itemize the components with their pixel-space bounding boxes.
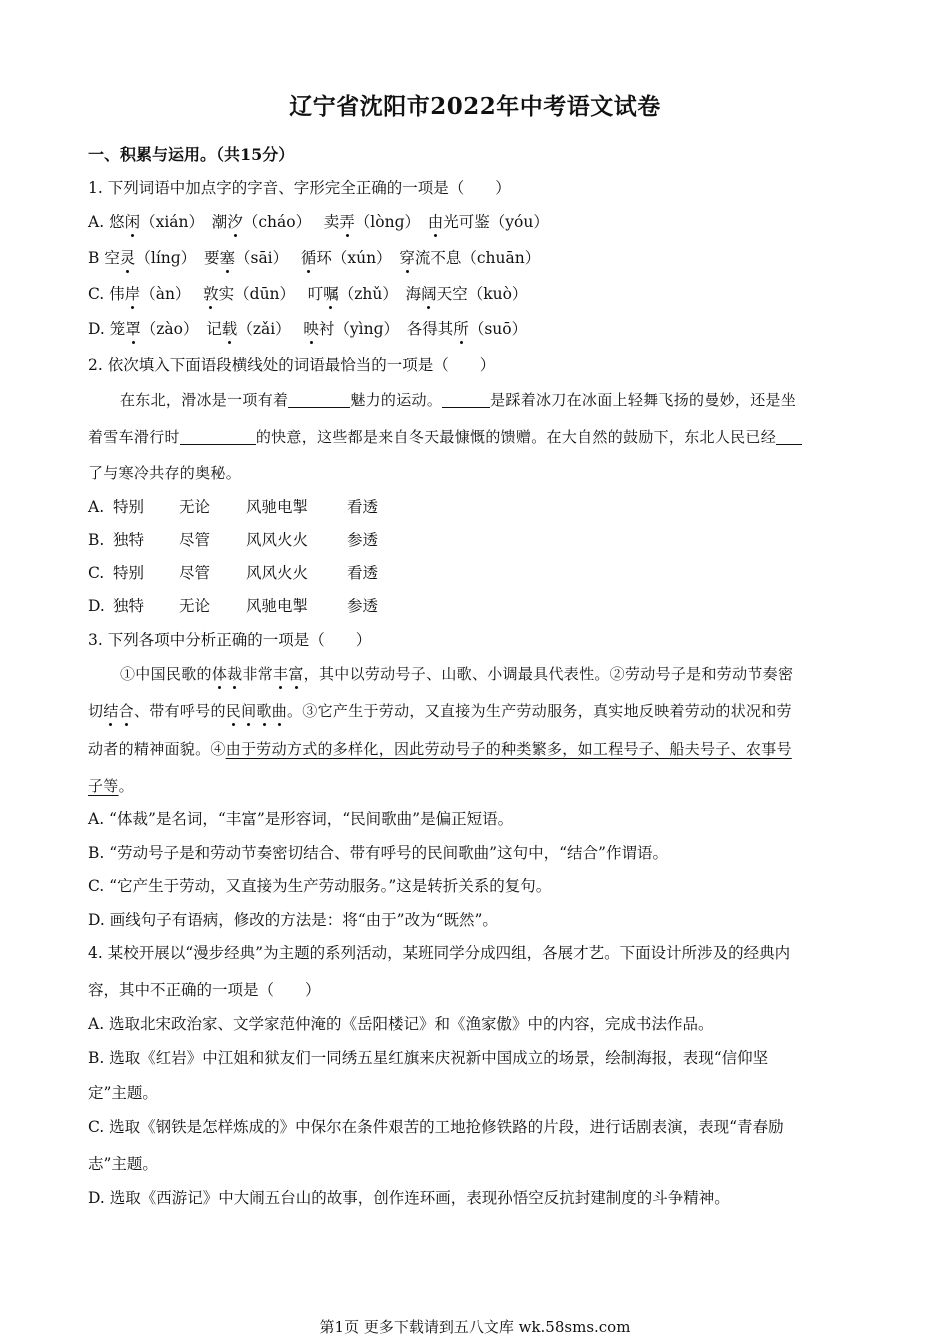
q2-option-c <box>88 563 378 583</box>
text-segment <box>191 320 207 338</box>
q3-passage-line-4 <box>88 776 134 796</box>
text-segment: （zhǔ） <box>338 285 391 303</box>
q3-text: 。 <box>118 777 134 795</box>
text-segment: （cháo） <box>242 213 304 231</box>
q4-option-c-cont: 志”主题。 <box>88 1155 158 1173</box>
text-segment: 天空（kuò） <box>436 285 528 303</box>
dotted-character: 循 <box>300 249 317 267</box>
text-segment: （xián） <box>140 213 197 231</box>
option-word: 特别 <box>113 564 145 582</box>
text-segment: 悠 <box>109 213 125 231</box>
text-segment <box>390 285 406 303</box>
q4-stem: 4. 某校开展以“漫步经典”为主题的系列活动，某班同学分成四组，各展才艺。下面设计所涉及的经典内 <box>88 944 791 962</box>
text-segment <box>280 249 300 267</box>
q2-passage-line-3: 了与寒冷共存的奥秘。 <box>88 464 242 482</box>
dotted-character: 体 <box>211 665 228 683</box>
blank-2 <box>442 391 490 408</box>
q3-stem: 3. 下列各项中分析正确的一项是（ ） <box>88 631 372 649</box>
dotted-character: 富 <box>288 665 304 683</box>
option-word: 风风火火 <box>246 564 309 582</box>
text-segment: 流不息（chuān） <box>414 249 541 267</box>
text-segment: （suō） <box>468 320 528 338</box>
q4-option-c: C. 选取《钢铁是怎样炼成的》中保尔在条件艰苦的工地抢修铁路的片段，进行话剧表演，表现“青春励 <box>88 1118 784 1136</box>
text-segment: 叮 <box>307 285 324 303</box>
text-segment: 实（dūn） <box>218 285 288 303</box>
dotted-character: 载 <box>221 320 238 338</box>
option-word: 无论 <box>179 597 211 615</box>
dotted-character: 由 <box>427 213 444 231</box>
q3-text: 动者的精神面貌。④ <box>88 740 226 758</box>
q3-passage-line-1 <box>120 664 793 684</box>
text-segment: 空 <box>104 249 120 267</box>
dotted-character: 合 <box>118 702 134 720</box>
text-segment <box>196 213 212 231</box>
option-word: 独特 <box>113 531 145 549</box>
text-segment: ，其中以劳动号子、山歌、小调最具代表性。②劳动号子是和劳动节奏密 <box>303 665 794 683</box>
dotted-character: 汐 <box>227 213 243 231</box>
option-word: 风驰电掣 <box>246 597 309 615</box>
q1-option-a <box>88 212 549 232</box>
dotted-character: 丰 <box>273 665 289 683</box>
q3-option-c: C. “它产生于劳动，又直接为生产劳动服务。”这是转折关系的复句。 <box>88 877 552 895</box>
dotted-character: 灵 <box>119 249 136 267</box>
q2-passage-line-1 <box>120 390 796 410</box>
option-letter: A. <box>88 498 105 516</box>
dotted-character: 闲 <box>124 213 141 231</box>
option-word: 无论 <box>179 498 211 516</box>
option-letter: C. <box>88 285 110 303</box>
q2-text: 的快意，这些都是来自冬天最慷慨的馈赠。在大自然的鼓励下，东北人民已经 <box>255 428 777 446</box>
q4-option-b: B. 选取《红岩》中江姐和狱友们一同绣五星红旗来庆祝新中国成立的场景，绘制海报，表现“信仰坚 <box>88 1049 769 1067</box>
dotted-character: 结 <box>103 702 119 720</box>
option-word: 独特 <box>113 597 145 615</box>
dotted-character: 曲 <box>271 702 287 720</box>
dotted-character: 岸 <box>124 285 141 303</box>
option-word: 特别 <box>113 498 145 516</box>
text-segment: 各得其 <box>406 320 454 338</box>
text-segment <box>283 320 303 338</box>
q1-option-d <box>88 319 527 339</box>
underlined-sentence: 子等 <box>88 777 119 795</box>
text-segment: 环（xún） <box>316 249 384 267</box>
text-segment: （zǎi） <box>237 320 283 338</box>
q4-option-d: D. 选取《西游记》中大闹五台山的故事，创作连环画，表现孙悟空反抗封建制度的斗争精神。 <box>88 1189 730 1207</box>
text-segment <box>287 285 307 303</box>
text-segment: 记 <box>206 320 222 338</box>
q2-text: 魅力的运动。 <box>350 391 443 409</box>
dotted-character: 阔 <box>421 285 437 303</box>
option-letter: B. <box>88 531 105 549</box>
option-word: 尽管 <box>179 531 211 549</box>
text-segment: （zào） <box>140 320 191 338</box>
blank-1 <box>288 391 350 408</box>
q1-option-c <box>88 284 527 304</box>
text-segment: 海 <box>405 285 422 303</box>
text-segment <box>412 213 428 231</box>
text-segment: 衬（yìnɡ） <box>318 320 392 338</box>
page-title: 辽宁省沈阳市2022年中考语文试卷 <box>289 93 661 120</box>
q3-passage-line-3 <box>88 739 792 759</box>
q2-text: 在东北，滑冰是一项有着 <box>120 391 289 409</box>
option-word: 尽管 <box>179 564 211 582</box>
dotted-character: 映 <box>303 320 319 338</box>
dotted-character: 罩 <box>125 320 141 338</box>
dotted-character: 弄 <box>339 213 355 231</box>
option-letter: C. <box>88 564 105 582</box>
q3-option-d: D. 画线句子有语病，修改的方法是：将“由于”改为“既然”。 <box>88 911 498 929</box>
text-segment: （sāi） <box>234 249 281 267</box>
dotted-character: 穿 <box>399 249 415 267</box>
option-letter: B <box>88 249 105 267</box>
text-segment: （lònɡ） <box>354 213 413 231</box>
text-segment: 卖 <box>323 213 340 231</box>
underlined-sentence: 由于劳动方式的多样化，因此劳动号子的种类繁多，如工程号子、船夫号子、农事号 <box>225 740 792 758</box>
option-word: 看透 <box>347 564 379 582</box>
text-segment: （àn） <box>140 285 183 303</box>
dotted-character: 塞 <box>219 249 235 267</box>
q1-option-b <box>88 248 540 268</box>
dotted-character: 裁 <box>227 665 243 683</box>
q2-text: 着雪车滑行时 <box>88 428 180 446</box>
dotted-character: 嘱 <box>323 285 339 303</box>
page-footer: 第1页 更多下载请到五八文库 wk.58sms.com <box>319 1318 631 1336</box>
q2-passage-line-2 <box>88 427 802 447</box>
q2-option-b <box>88 530 378 550</box>
text-segment: ①中国民歌的 <box>120 665 212 683</box>
text-segment <box>188 249 204 267</box>
text-segment <box>391 320 407 338</box>
text-segment: 切 <box>88 702 104 720</box>
option-word: 参透 <box>347 531 379 549</box>
option-letter: D. <box>88 320 110 338</box>
text-segment: 笼 <box>109 320 126 338</box>
q3-passage-line-2 <box>88 701 792 721</box>
blank-4 <box>776 428 802 445</box>
option-letter: D. <box>88 597 105 615</box>
q4-option-a: A. 选取北宋政治家、文学家范仲淹的《岳阳楼记》和《渔家傲》中的内容，完成书法作品。 <box>88 1015 714 1033</box>
text-segment: 要 <box>203 249 220 267</box>
q2-option-a <box>88 497 378 517</box>
text-segment: 潮 <box>211 213 228 231</box>
dotted-character: 歌 <box>256 702 272 720</box>
option-word: 看透 <box>347 498 379 516</box>
q4-stem-cont: 容，其中不正确的一项是（ ） <box>88 981 321 999</box>
text-segment <box>303 213 323 231</box>
text-segment: 、带有呼号的 <box>133 702 226 720</box>
q3-option-b: B. “劳动号子是和劳动节奏密切结合、带有呼号的民间歌曲”这句中，“结合”作谓语。 <box>88 844 668 862</box>
text-segment: 伟 <box>109 285 125 303</box>
dotted-character: 敦 <box>203 285 219 303</box>
section-heading: 一、积累与运用。（共15分） <box>88 145 295 164</box>
option-word: 风驰电掣 <box>246 498 309 516</box>
q2-text: 是踩着冰刀在冰面上轻舞飞扬的曼妙，还是坐 <box>490 391 797 409</box>
dotted-character: 民 <box>225 702 242 720</box>
blank-3 <box>180 428 256 445</box>
text-segment: 。③它产生于劳动，又直接为生产劳动服务，真实地反映着劳动的状况和劳 <box>287 702 792 720</box>
text-segment: 光可鉴（yóu） <box>443 213 549 231</box>
text-segment <box>183 285 203 303</box>
q3-option-a: A. “体裁”是名词，“丰富”是形容词，“民间歌曲”是偏正短语。 <box>88 810 514 828</box>
dotted-character: 所 <box>453 320 469 338</box>
q2-stem: 2. 依次填入下面语段横线处的词语最恰当的一项是（ ） <box>88 356 496 374</box>
text-segment: （línɡ） <box>135 249 189 267</box>
dotted-character: 间 <box>241 702 257 720</box>
option-word: 参透 <box>347 597 379 615</box>
option-letter: A. <box>88 213 110 231</box>
q1-stem: 1. 下列词语中加点字的字音、字形完全正确的一项是（ ） <box>88 179 511 197</box>
text-segment: 非常 <box>242 665 274 683</box>
q4-option-b-cont: 定”主题。 <box>88 1084 158 1102</box>
option-word: 风风火火 <box>246 531 309 549</box>
q2-option-d <box>88 596 378 616</box>
text-segment <box>384 249 400 267</box>
